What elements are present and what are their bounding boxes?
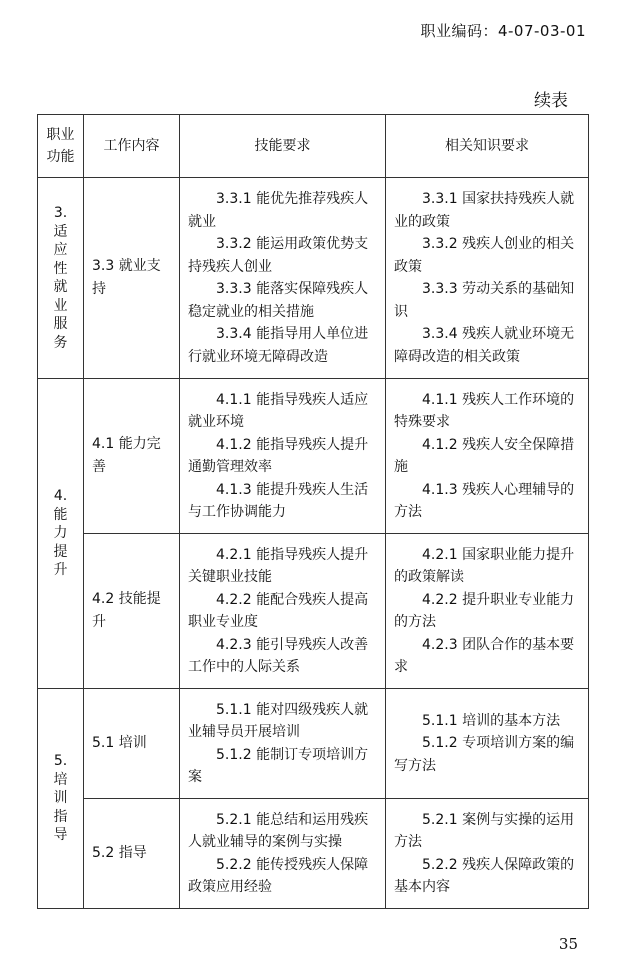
header-knowledge: 相关知识要求: [386, 115, 589, 178]
knowledge-requirements-cell: [386, 534, 589, 689]
skill-item: 5.1.2 能制订专项培训方案: [188, 746, 369, 785]
function-cell: 3. 适 应 性 就 业 服 务: [38, 178, 84, 379]
page-number: 35: [558, 935, 578, 953]
function-cell: 5. 培 训 指 导: [38, 689, 84, 909]
knowledge-requirements-cell: [386, 379, 589, 534]
knowledge-item: 3.3.1 国家扶持残疾人就业的政策: [394, 191, 575, 230]
skill-item: 4.2.2 能配合残疾人提高职业专业度: [188, 591, 369, 630]
knowledge-item: 3.3.2 残疾人创业的相关政策: [394, 236, 575, 275]
skill-requirements-cell: [180, 534, 386, 689]
knowledge-item: 4.1.1 残疾人工作环境的特殊要求: [394, 391, 575, 430]
skill-requirements-cell: [180, 178, 386, 379]
occupation-code: 职业编码：4-07-03-01: [420, 22, 586, 40]
knowledge-item: 4.2.3 团队合作的基本要求: [394, 636, 575, 675]
table-row: [38, 379, 589, 534]
skill-item: 4.1.3 能提升残疾人生活与工作协调能力: [188, 481, 369, 520]
knowledge-item: 3.3.3 劳动关系的基础知识: [394, 281, 575, 320]
knowledge-item: 5.2.1 案例与实操的运用方法: [394, 811, 575, 850]
skill-requirements-cell: [180, 689, 386, 799]
header-skills: 技能要求: [180, 115, 386, 178]
work-content-cell: 4.1 能力完善: [84, 379, 180, 534]
skill-item: 3.3.3 能落实保障残疾人稳定就业的相关措施: [188, 281, 369, 320]
knowledge-item: 4.2.2 提升职业专业能力的方法: [394, 591, 575, 630]
knowledge-item: 4.1.3 残疾人心理辅导的方法: [394, 481, 575, 520]
knowledge-item: 5.1.1 培训的基本方法: [422, 712, 561, 729]
skill-item: 3.3.4 能指导用人单位进行就业环境无障碍改造: [188, 326, 369, 365]
skill-item: 5.2.1 能总结和运用残疾人就业辅导的案例与实操: [188, 811, 369, 850]
skill-requirements-cell: [180, 379, 386, 534]
work-content-cell: 4.2 技能提升: [84, 534, 180, 689]
skill-item: 5.1.1 能对四级残疾人就业辅导员开展培训: [188, 701, 369, 740]
skill-item: 3.3.2 能运用政策优势支持残疾人创业: [188, 236, 369, 275]
function-cell: 4. 能 力 提 升: [38, 379, 84, 689]
header-content: 工作内容: [84, 115, 180, 178]
skill-item: 3.3.1 能优先推荐残疾人就业: [188, 191, 369, 230]
skill-item: 4.2.3 能引导残疾人改善工作中的人际关系: [188, 636, 369, 675]
continued-label: 续表: [534, 91, 568, 111]
knowledge-item: 4.1.2 残疾人安全保障措施: [394, 436, 575, 475]
knowledge-item: 5.1.2 专项培训方案的编写方法: [394, 735, 575, 774]
header-function: 职业功能: [38, 115, 84, 178]
skill-item: 4.1.2 能指导残疾人提升通勤管理效率: [188, 436, 369, 475]
skill-requirements-cell: [180, 799, 386, 909]
knowledge-item: 5.2.2 残疾人保障政策的基本内容: [394, 856, 575, 895]
table-row: [38, 799, 589, 909]
knowledge-item: 4.2.1 国家职业能力提升的政策解读: [394, 546, 575, 585]
table-row: [38, 534, 589, 689]
skills-table: [37, 114, 589, 909]
work-content-cell: 5.2 指导: [84, 799, 180, 909]
knowledge-item: 3.3.4 残疾人就业环境无障碍改造的相关政策: [394, 326, 575, 365]
work-content-cell: 5.1 培训: [84, 689, 180, 799]
work-content-cell: 3.3 就业支持: [84, 178, 180, 379]
skill-item: 4.1.1 能指导残疾人适应就业环境: [188, 391, 369, 430]
table-row: [38, 178, 589, 379]
skill-item: 4.2.1 能指导残疾人提升关键职业技能: [188, 546, 369, 585]
knowledge-requirements-cell: [386, 799, 589, 909]
knowledge-requirements-cell: [386, 689, 589, 799]
table-row: [38, 689, 589, 799]
knowledge-requirements-cell: [386, 178, 589, 379]
skill-item: 5.2.2 能传授残疾人保障政策应用经验: [188, 856, 369, 895]
